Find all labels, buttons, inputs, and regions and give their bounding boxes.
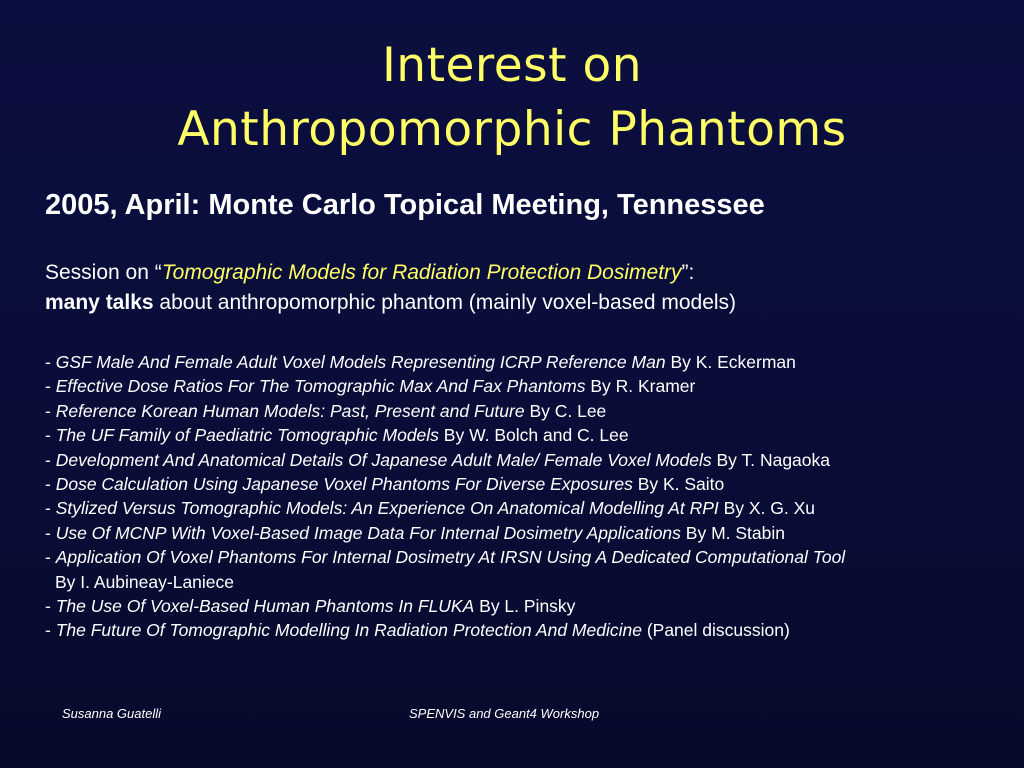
slide-title-line2: Anthropomorphic Phantoms xyxy=(177,102,847,157)
talk-author: By C. Lee xyxy=(524,400,607,421)
session-prefix: Session on “ xyxy=(45,261,162,284)
talk-author: (Panel discussion) xyxy=(641,620,790,641)
talk-item: - GSF Male And Female Adult Voxel Models Representing ICRP Reference Man By K. Eckerman xyxy=(45,352,796,372)
meeting-heading: 2005, April: Monte Carlo Topical Meeting, Tennessee xyxy=(45,189,765,221)
talk-title: The UF Family of Paediatric Tomographic Models xyxy=(55,425,439,446)
talk-item: - The UF Family of Paediatric Tomographic Models By W. Bolch and C. Lee xyxy=(45,425,629,446)
talk-title: Application Of Voxel Phantoms For Internal Dosimetry At IRSN Using A Dedicated Computational Tool xyxy=(55,547,846,568)
talks-summary-line xyxy=(45,288,736,318)
talk-title: Development And Anatomical Details Of Japanese Adult Male/ Female Voxel Models xyxy=(55,449,712,470)
session-block xyxy=(45,258,736,318)
footer-event: SPENVIS and Geant4 Workshop xyxy=(409,706,600,721)
talk-author: By T. Nagaoka xyxy=(711,449,830,470)
talk-title: Dose Calculation Using Japanese Voxel Phantoms For Diverse Exposures xyxy=(55,474,633,495)
talk-item: - Stylized Versus Tomographic Models: An Experience On Anatomical Modelling At RPI By X. G. Xu xyxy=(45,498,816,519)
talk-title: Effective Dose Ratios For The Tomographic Max And Fax Phantoms xyxy=(55,376,586,397)
talk-title: Reference Korean Human Models: Past, Present and Future xyxy=(55,400,525,421)
talks-summary-bold: many talks xyxy=(45,291,154,314)
talk-title: Use Of MCNP With Voxel-Based Image Data For Internal Dosimetry Applications xyxy=(55,522,681,543)
talk-item: - The Future Of Tomographic Modelling In Radiation Protection And Medicine (Panel discussion) xyxy=(45,620,790,641)
talk-item: - The Use Of Voxel-Based Human Phantoms In FLUKA By L. Pinsky xyxy=(45,596,576,617)
talk-title: The Use Of Voxel-Based Human Phantoms In FLUKA xyxy=(55,596,475,617)
talk-author: By K. Eckerman xyxy=(665,352,796,372)
footer-author: Susanna Guatelli xyxy=(62,706,162,721)
talk-item: - Use Of MCNP With Voxel-Based Image Data For Internal Dosimetry Applications By M. Stabin xyxy=(45,522,785,543)
talk-author: By K. Saito xyxy=(632,474,725,495)
talk-title: GSF Male And Female Adult Voxel Models Representing ICRP Reference Man xyxy=(55,352,666,372)
talks-summary-rest: about anthropomorphic phantom (mainly voxel-based models) xyxy=(153,291,737,314)
talk-author: By X. G. Xu xyxy=(718,498,816,519)
session-suffix: ”: xyxy=(681,261,695,284)
talk-item: - Development And Anatomical Details Of Japanese Adult Male/ Female Voxel Models By T. Nagaoka xyxy=(45,449,830,470)
session-name: Tomographic Models for Radiation Protection Dosimetry xyxy=(161,261,682,284)
talk-author: By M. Stabin xyxy=(680,522,785,543)
talk-item: - Reference Korean Human Models: Past, Present and Future By C. Lee xyxy=(45,400,607,421)
talk-author: By L. Pinsky xyxy=(474,596,576,617)
talk-item: - Application Of Voxel Phantoms For Internal Dosimetry At IRSN Using A Dedicated Computational Tool By I. Aubineay-Laniece xyxy=(45,545,1005,594)
talk-title: The Future Of Tomographic Modelling In Radiation Protection And Medicine xyxy=(55,620,642,641)
slide-title-line1: Interest on xyxy=(381,38,643,93)
talk-title: Stylized Versus Tomographic Models: An Experience On Anatomical Modelling At RPI xyxy=(55,498,719,519)
talk-item: - Dose Calculation Using Japanese Voxel Phantoms For Diverse Exposures By K. Saito xyxy=(45,474,725,495)
slide-title xyxy=(0,34,1024,162)
talk-author: By R. Kramer xyxy=(585,376,696,397)
talk-item: - Effective Dose Ratios For The Tomographic Max And Fax Phantoms By R. Kramer xyxy=(45,376,696,397)
talk-author: By W. Bolch and C. Lee xyxy=(438,425,629,446)
session-line xyxy=(45,258,736,288)
talk-list xyxy=(45,350,1005,643)
talk-author: By I. Aubineay-Laniece xyxy=(55,571,235,592)
